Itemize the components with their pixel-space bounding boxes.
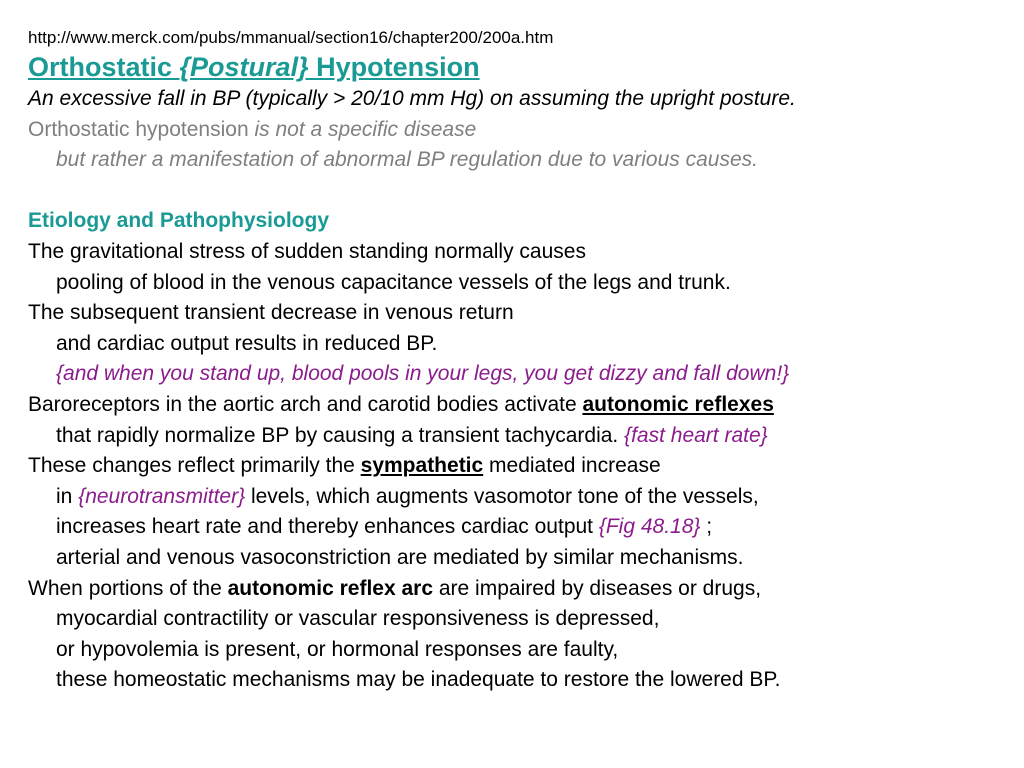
section-heading: Etiology and Pathophysiology xyxy=(28,209,330,233)
body-line-7 xyxy=(28,421,1008,452)
body-line-11: arterial and venous vasoconstriction are mediated by similar mechanisms. xyxy=(56,545,744,569)
sympathetic-term: sympathetic xyxy=(360,454,484,478)
title-part-2: {Postural} xyxy=(179,52,309,82)
body-line-4: and cardiac output results in reduced BP. xyxy=(56,331,438,355)
slide-content xyxy=(28,26,1008,696)
body-line-8 xyxy=(28,451,1008,482)
body-line-7-a: that rapidly normalize BP by causing a transient tachycardia. xyxy=(56,423,625,447)
autonomic-reflex-arc-term: autonomic reflex arc xyxy=(227,576,434,600)
body-line-5-note: {and when you stand up, blood pools in your legs, you get dizzy and fall down!} xyxy=(56,362,790,386)
body-line-1: The gravitational stress of sudden standing normally causes xyxy=(28,239,586,263)
body-line-12-c: are impaired by diseases or drugs, xyxy=(433,576,762,600)
neurotransmitter-note: {neurotransmitter} xyxy=(78,484,246,508)
body-line-14: or hypovolemia is present, or hormonal responses are faulty, xyxy=(56,637,619,661)
body-line-9-a: in xyxy=(56,484,79,508)
body-line-2: pooling of blood in the venous capacitance vessels of the legs and trunk. xyxy=(56,270,731,294)
slide-title xyxy=(28,50,1008,84)
autonomic-reflexes-term: autonomic reflexes xyxy=(582,392,774,416)
body-line-9-c: levels, which augments vasomotor tone of the vessels, xyxy=(245,484,759,508)
body-line-12-a: When portions of the xyxy=(28,576,228,600)
body-line-10-a: increases heart rate and thereby enhances cardiac output xyxy=(56,515,599,539)
intro-line-2 xyxy=(28,115,1008,146)
fig-reference: {Fig 48.18} xyxy=(598,515,701,539)
intro-line-2-a: Orthostatic hypotension xyxy=(28,117,255,141)
body-line-10 xyxy=(28,512,1008,543)
body-line-6-a: Baroreceptors in the aortic arch and carotid bodies activate xyxy=(28,392,583,416)
definition-line: An excessive fall in BP (typically > 20/10 mm Hg) on assuming the upright posture. xyxy=(28,87,796,110)
body-line-8-c: mediated increase xyxy=(483,454,661,478)
intro-line-2-b: is not a specific disease xyxy=(254,117,477,141)
body-line-10-c: ; xyxy=(700,515,713,539)
body-line-8-a: These changes reflect primarily the xyxy=(28,454,361,478)
body-line-9 xyxy=(28,482,1008,513)
title-part-1: Orthostatic xyxy=(28,52,180,82)
body-line-6 xyxy=(28,390,1008,421)
body-line-12 xyxy=(28,574,1008,605)
intro-line-3: but rather a manifestation of abnormal BP regulation due to various causes. xyxy=(56,148,758,172)
body-line-15: these homeostatic mechanisms may be inadequate to restore the lowered BP. xyxy=(56,668,781,692)
source-url: http://www.merck.com/pubs/mmanual/section16/chapter200/200a.htm xyxy=(28,28,554,47)
title-part-3: Hypotension xyxy=(308,52,480,82)
fast-heart-rate-note: {fast heart rate} xyxy=(624,423,768,447)
spacer xyxy=(28,176,1008,207)
body-line-3: The subsequent transient decrease in venous return xyxy=(28,301,514,325)
body-line-13: myocardial contractility or vascular responsiveness is depressed, xyxy=(56,607,660,631)
